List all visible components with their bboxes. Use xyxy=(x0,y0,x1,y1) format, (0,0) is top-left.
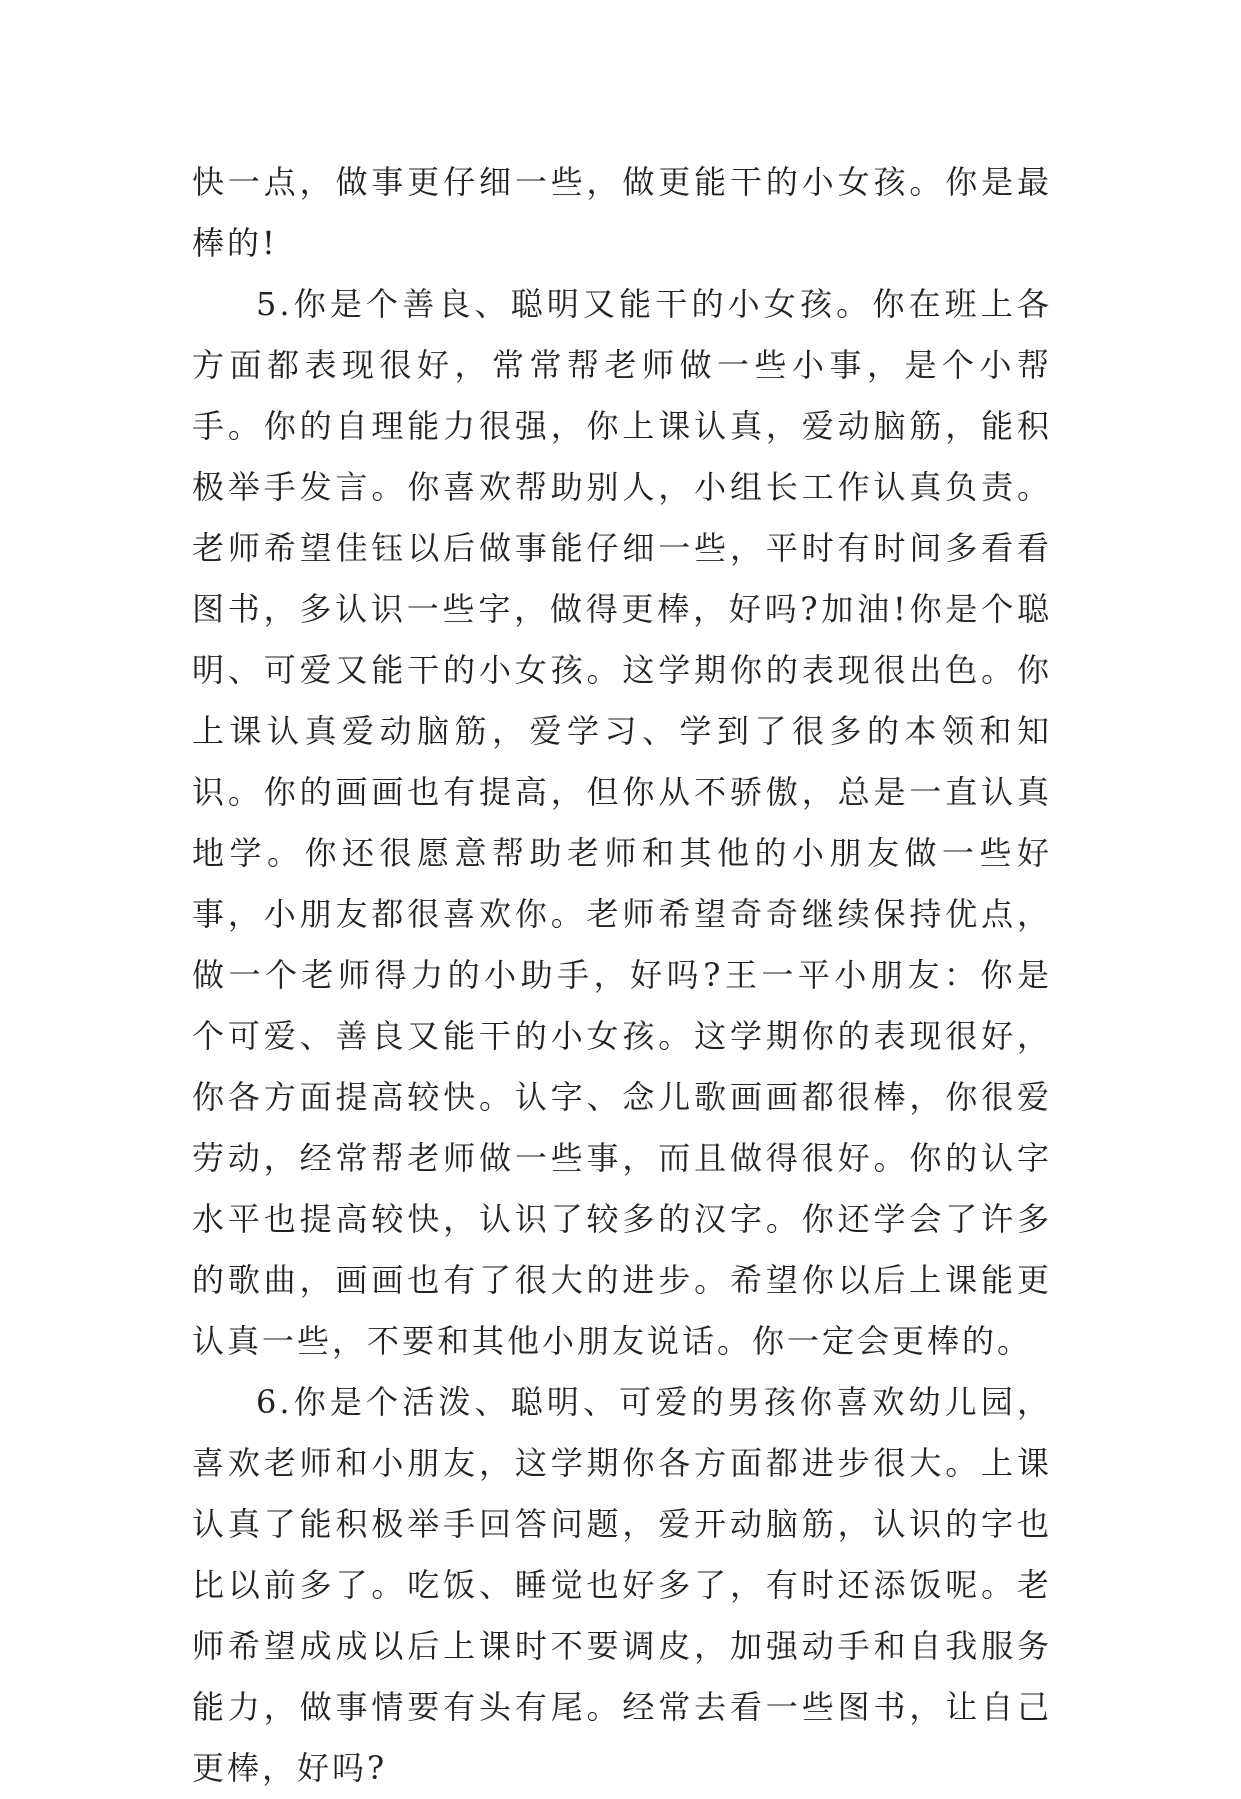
paragraph-item-5: 5.你是个善良、聪明又能干的小女孩。你在班上各方面都表现很好，常常帮老师做一些小事，是个小帮手。你的自理能力很强，你上课认真，爱动脑筋，能积极举手发言。你喜欢帮助别人，小组长工作认真负责。老师希望佳钰以后做事能仔细一些，平时有时间多看看图书，多认识一些字，做得更棒，好吗?加油!你是个聪明、可爱又能干的小女孩。这学期你的表现很出色。你上课认真爱动脑筋，爱学习、学到了很多的本领和知识。你的画画也有提高，但你从不骄傲，总是一直认真地学。你还很愿意帮助老师和其他的小朋友做一些好事，小朋友都很喜欢你。老师希望奇奇继续保持优点，做一个老师得力的小助手，好吗?王一平小朋友：你是个可爱、善良又能干的小女孩。这学期你的表现很好，你各方面提高较快。认字、念儿歌画画都很棒，你很爱劳动，经常帮老师做一些事，而且做得很好。你的认字水平也提高较快，认识了较多的汉字。你还学会了许多的歌曲，画画也有了很大的进步。希望你以后上课能更认真一些，不要和其他小朋友说话。你一定会更棒的。 xyxy=(192,285,1052,1360)
document-page xyxy=(192,152,1052,1799)
paragraph-item-6: 6.你是个活泼、聪明、可爱的男孩你喜欢幼儿园，喜欢老师和小朋友，这学期你各方面都进步很大。上课认真了能积极举手回答问题，爱开动脑筋，认识的字也比以前多了。吃饭、睡觉也好多了，有时还添饭呢。老师希望成成以后上课时不要调皮，加强动手和自我服务能力，做事情要有头有尾。经常去看一些图书，让自己更棒，好吗? xyxy=(192,1383,1052,1787)
paragraph-continuation: 快一点，做事更仔细一些，做更能干的小女孩。你是最棒的! xyxy=(192,163,1052,262)
